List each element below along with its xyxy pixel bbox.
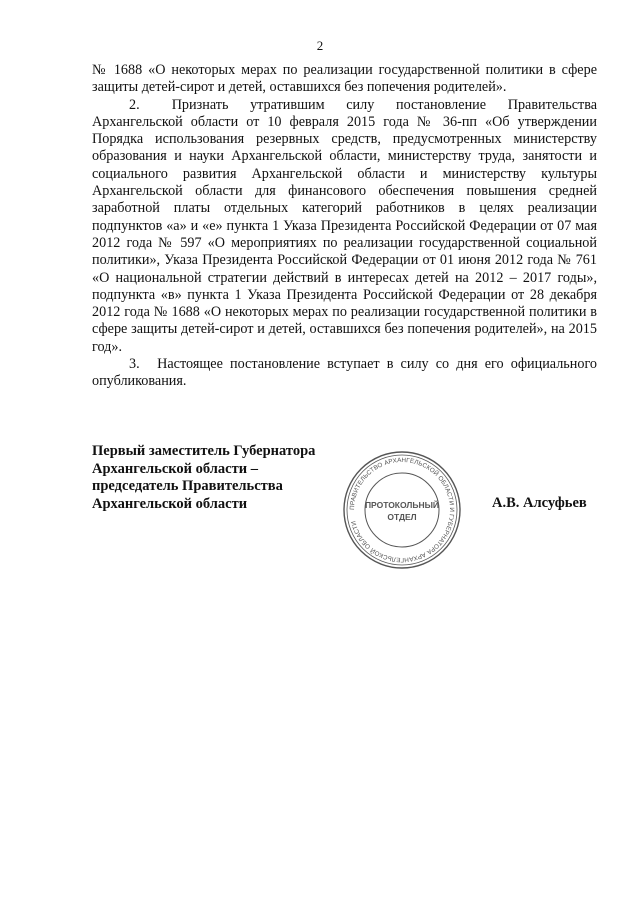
page-number: 2 — [316, 38, 324, 53]
signatory-title-line: председатель Правительства — [92, 478, 283, 494]
item-3-text: Настоящее постановление вступает в силу со дня его официального опубликования. — [92, 356, 598, 390]
signatory-title-line: Архангельской области – — [92, 460, 258, 477]
item-3-paragraph — [92, 356, 597, 391]
stamp-center-line-1: ПРОТОКОЛЬНЫЙ — [364, 500, 440, 510]
protocol-department-stamp — [340, 448, 464, 572]
signatory-title-line: Первый заместитель Губернатора — [92, 443, 316, 459]
item-2-number: 2. — [129, 96, 140, 113]
stamp-ring-text: ПРАВИТЕЛЬСТВО АРХАНГЕЛЬСКОЙ ОБЛАСТИ И ГУБЕРНАТОРА АРХАНГЕЛЬСКОЙ ОБЛАСТИ — [348, 456, 456, 564]
continuation-paragraph: № 1688 «О некоторых мерах по реализации государственной политики в сфере защиты детей-сирот и детей, оставшихся без попечения родителей». — [92, 62, 597, 96]
signatory-title — [92, 443, 315, 513]
signatory-name: А.В. Алсуфьев — [492, 495, 587, 511]
document-body — [92, 62, 597, 391]
item-3-number: 3. — [129, 356, 140, 373]
signatory-title-line: Архангельской области — [92, 495, 248, 512]
item-2-paragraph — [92, 97, 597, 356]
item-2-text: Признать утратившим силу постановление Правительства Архангельской области от 10 февраля 2015 года № 36-пп «Об утверждении Порядка использования резервных средств, предусмотренных министерству образования и науки Архангельской области, министерству труда, занятости и социального развития Архангельской области и министерству культуры Архангельской области для финансового обеспечения повышения средней заработной платы отдельных категорий работников в целях реализации подпунктов «а» и «е» пункта 1 Указа Президента Российской Федерации от 07 мая 2012 года № 597 «О мероприятиях по реализации государственной социальной политики», Указа Президента Российской Федерации от 01 июня 2012 года № 761 «О национальной стратегии действий в интересах детей на 2012 – 2017 годы», подпункта «в» пункта 1 Указа Президента Российской Федерации от 28 декабря 2012 года № 1688 «О некоторых мерах по реализации государственной политики в сфере защиты детей-сирот и детей, оставшихся без попечения родителей», на 2015 год». — [92, 96, 598, 355]
stamp-center-line-2: ОТДЕЛ — [387, 512, 417, 522]
